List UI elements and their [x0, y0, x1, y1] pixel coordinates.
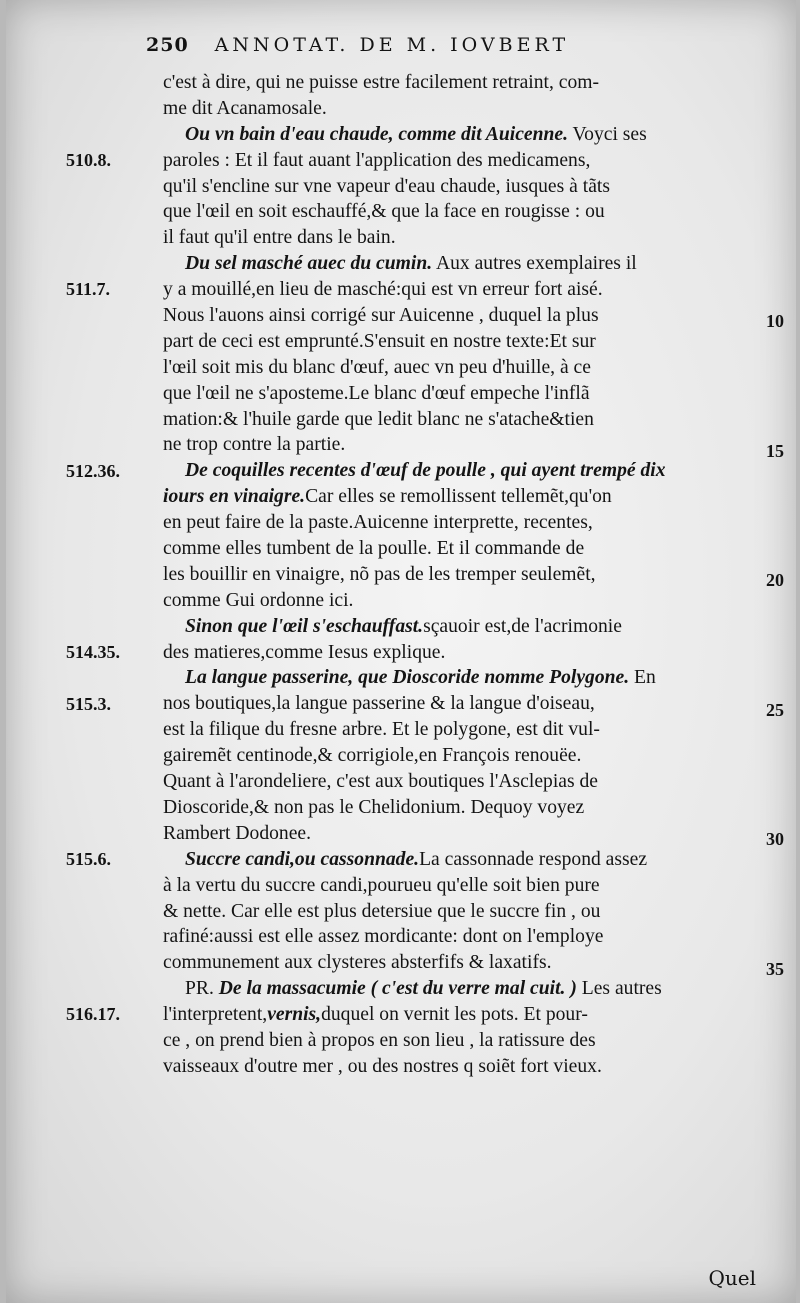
line-number: 10	[766, 311, 784, 332]
line-text: Aux autres exemplaires il	[432, 253, 637, 275]
section-marker: PR.	[185, 978, 219, 1000]
text-line	[163, 199, 763, 225]
text-line	[163, 225, 763, 251]
line-number: 35	[766, 958, 784, 979]
lemma-text: Du sel masché auec du cumin.	[185, 253, 433, 275]
text-line	[163, 640, 763, 666]
text-line	[163, 148, 763, 174]
catchword: Quel	[708, 1266, 756, 1290]
page-number: 250	[146, 34, 189, 56]
text-line	[163, 251, 763, 277]
line-text: ce , on prend bien à propos en son lieu , la ratissure des	[163, 1029, 596, 1051]
line-text: Voyci ses	[568, 123, 647, 145]
line-text: à la vertu du succre candi,pourueu qu'elle soit bien pure	[163, 874, 600, 896]
text-line	[163, 355, 763, 381]
line-text: qu'il s'encline sur vne vapeur d'eau chaude, iusques à tãts	[163, 175, 610, 197]
line-text: part de ceci est emprunté.S'ensuit en nostre texte:Et sur	[163, 330, 596, 352]
text-line	[163, 924, 763, 950]
line-text: y a mouillé,en lieu de masché:qui est vn erreur fort aisé.	[163, 279, 603, 301]
margin-reference: 514.35.	[66, 641, 120, 662]
lemma-text: Sinon que l'œil s'eschauffast.	[185, 615, 424, 637]
text-line	[163, 277, 763, 303]
text-line	[163, 821, 763, 847]
line-text: comme Gui ordonne ici.	[163, 589, 354, 611]
lemma-text: Ou vn bain d'eau chaude, comme dit Auicenne.	[185, 123, 568, 145]
margin-reference: 515.3.	[66, 693, 111, 714]
line-number: 25	[766, 699, 784, 720]
line-text: l'œil soit mis du blanc d'œuf, auec vn peu d'huille, à ce	[163, 356, 591, 378]
text-line	[163, 717, 763, 743]
line-text: l'interpretent,	[163, 1004, 268, 1026]
text-line	[163, 458, 763, 484]
lemma-text: La langue passerine, que Dioscoride nomme Polygone.	[185, 667, 630, 689]
text-line	[163, 484, 763, 510]
margin-reference: 515.6.	[66, 849, 111, 869]
line-text: gairemẽt centinode,& corrigiole,en François renouëe.	[163, 745, 582, 767]
line-text: communement aux clysteres absterfifs & laxatifs.	[163, 952, 552, 974]
line-text: en peut faire de la paste.Auicenne interprette, recentes,	[163, 512, 593, 534]
lemma-text: De coquilles recentes d'œuf de poulle , qui ayent trempé dix	[185, 460, 666, 482]
text-line	[163, 950, 763, 976]
line-text: Car elles se remollissent tellemẽt,qu'on	[305, 486, 612, 508]
line-text: paroles : Et il faut auant l'application des medicamens,	[163, 149, 591, 171]
line-text: duquel on vernit les pots. Et pour-	[321, 1004, 588, 1026]
text-line	[163, 174, 763, 200]
line-text: que l'œil ne s'aposteme.Le blanc d'œuf empeche l'inflã	[163, 382, 590, 404]
margin-reference: 516.17.	[66, 1004, 120, 1025]
text-line	[163, 303, 763, 329]
line-text: que l'œil en soit eschauffé,& que la face en rougisse : ou	[163, 201, 605, 223]
text-line	[163, 614, 763, 640]
book-page	[6, 0, 796, 1303]
text-line	[163, 899, 763, 925]
text-line	[163, 1054, 763, 1080]
text-line	[163, 873, 763, 899]
text-line	[163, 381, 763, 407]
running-title: ANNOTAT. DE M. IOVBERT	[214, 34, 570, 56]
line-text: Nous l'auons ainsi corrigé sur Auicenne , duquel la plus	[163, 305, 599, 327]
text-line	[163, 588, 763, 614]
line-text: nos boutiques,la langue passerine & la langue d'oiseau,	[163, 693, 595, 715]
line-text: En	[629, 667, 656, 689]
text-line	[163, 122, 763, 148]
line-text: La cassonnade respond assez	[419, 848, 648, 870]
line-text: sçauoir est,de l'acrimonie	[423, 615, 622, 637]
line-text: Quant à l'arondeliere, c'est aux boutiques l'Asclepias de	[163, 771, 598, 793]
margin-reference: 510.8.	[66, 149, 111, 170]
text-line	[163, 743, 763, 769]
line-text: ne trop contre la partie.	[163, 434, 346, 456]
lemma-text: De la massacumie ( c'est du verre mal cuit. )	[218, 978, 577, 1000]
line-text: & nette. Car elle est plus detersiue que le succre fin , ou	[163, 900, 601, 922]
line-text: vaisseaux d'outre mer , ou des nostres q soiẽt fort vieux.	[163, 1055, 602, 1077]
body-text	[163, 70, 763, 1080]
text-line	[163, 847, 763, 873]
line-text: comme elles tumbent de la poulle. Et il commande de	[163, 538, 585, 560]
line-number: 30	[766, 829, 784, 850]
line-text: est la filique du fresne arbre. Et le polygone, est dit vul-	[163, 719, 600, 741]
line-text: c'est à dire, qui ne puisse estre facilement retraint, com-	[163, 72, 600, 93]
line-number: 15	[766, 440, 784, 461]
lemma-text: Succre candi,ou cassonnade.	[185, 848, 420, 870]
lemma-text: iours en vinaigre.	[163, 486, 306, 508]
text-line	[163, 976, 763, 1002]
line-text: les bouillir en vinaigre, nõ pas de les tremper seulemẽt,	[163, 563, 596, 585]
text-line	[163, 769, 763, 795]
text-line	[163, 432, 763, 458]
margin-reference: 512.36.	[66, 460, 120, 481]
line-text: me dit Acanamosale.	[163, 97, 327, 119]
line-text: Dioscoride,& non pas le Chelidonium. Dequoy voyez	[163, 796, 585, 818]
running-header	[146, 34, 666, 56]
line-text: Rambert Dodonee.	[163, 822, 311, 844]
lemma-text: vernis,	[267, 1004, 322, 1026]
line-text: il faut qu'il entre dans le bain.	[163, 227, 396, 249]
text-line	[163, 665, 763, 691]
text-line	[163, 510, 763, 536]
text-line	[163, 562, 763, 588]
line-text: rafiné:aussi est elle assez mordicante: dont on l'employe	[163, 926, 604, 948]
text-line	[163, 795, 763, 821]
text-line	[163, 536, 763, 562]
text-line	[163, 1002, 763, 1028]
line-text: Les autres	[576, 978, 662, 1000]
line-text: mation:& l'huile garde que ledit blanc ne s'atache&tien	[163, 408, 594, 430]
text-line	[163, 70, 763, 96]
text-line	[163, 407, 763, 433]
line-text: des matieres,comme Iesus explique.	[163, 641, 446, 663]
text-line	[163, 1028, 763, 1054]
line-number: 20	[766, 570, 784, 591]
text-line	[163, 329, 763, 355]
margin-reference: 511.7.	[66, 279, 111, 300]
text-line	[163, 96, 763, 122]
text-line	[163, 691, 763, 717]
